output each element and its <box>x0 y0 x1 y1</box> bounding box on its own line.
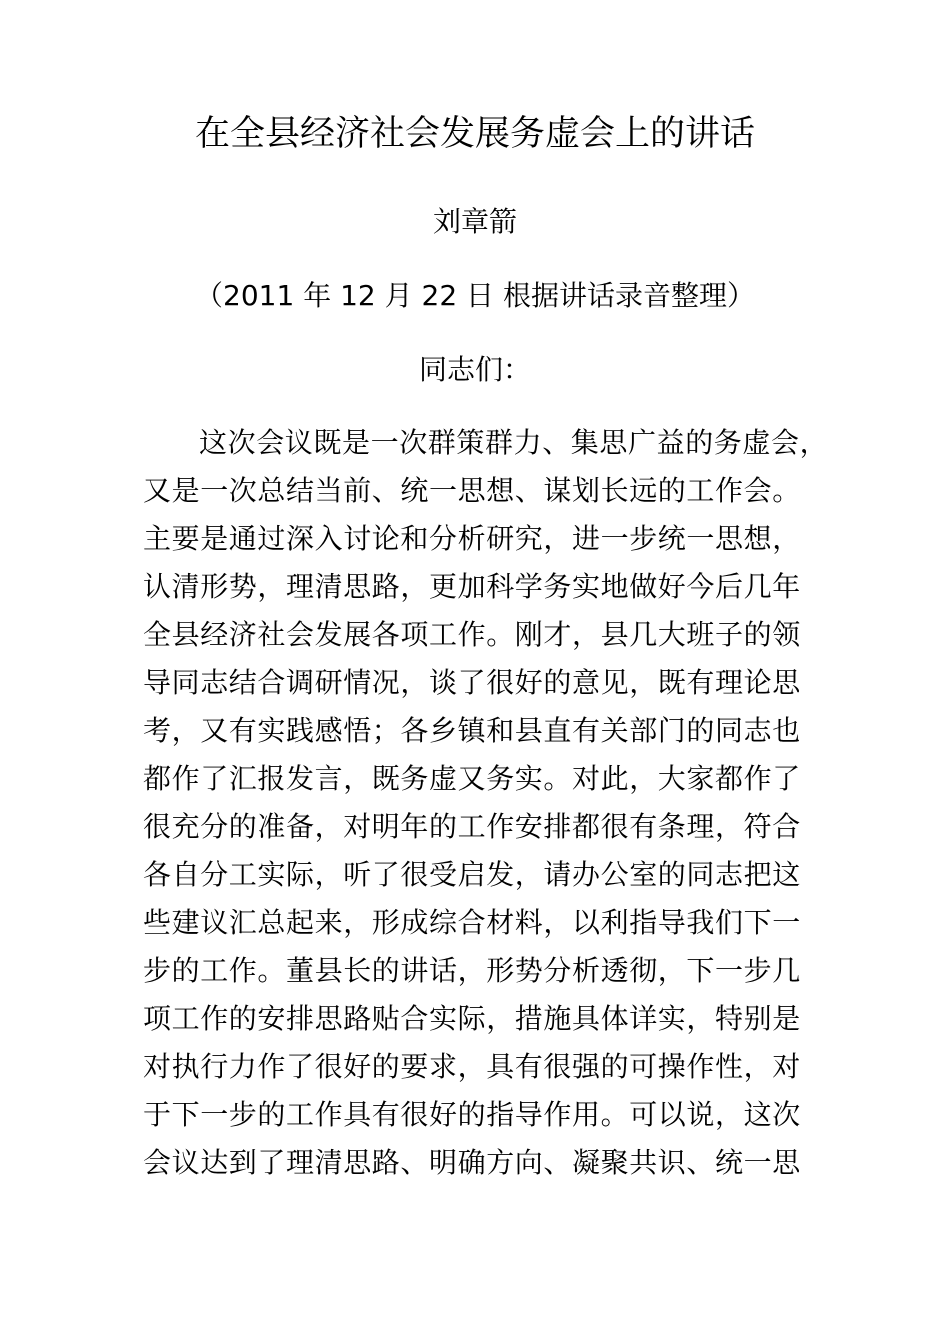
body-line: 认清形势，理清思路，更加科学务实地做好今后几年 <box>143 570 801 603</box>
body-line: 些建议汇总起来，形成综合材料，以利指导我们下一 <box>143 906 801 939</box>
body-line: 步的工作。董县长的讲话，形势分析透彻，下一步几 <box>143 954 801 987</box>
body-line: 于下一步的工作具有很好的指导作用。可以说，这次 <box>143 1098 801 1131</box>
body-line: 这次会议既是一次群策群力、集思广益的务虚会， <box>199 426 829 459</box>
body-line: 都作了汇报发言，既务虚又务实。对此，大家都作了 <box>143 762 801 795</box>
body-line: 项工作的安排思路贴合实际，措施具体详实，特别是 <box>143 1002 801 1035</box>
body-line: 导同志结合调研情况，谈了很好的意见，既有理论思 <box>143 666 801 699</box>
body-line: 全县经济社会发展各项工作。刚才，县几大班子的领 <box>143 618 801 651</box>
body-line: 又是一次总结当前、统一思想、谋划长远的工作会。 <box>143 474 801 507</box>
date-note: （2011 年 12 月 22 日 根据讲话录音整理） <box>195 279 755 312</box>
body-line: 对执行力作了很好的要求，具有很强的可操作性，对 <box>143 1050 801 1083</box>
author-name: 刘章箭 <box>432 205 517 238</box>
body-paragraph <box>143 419 829 1187</box>
body-line: 考，又有实践感悟；各乡镇和县直有关部门的同志也 <box>143 714 801 747</box>
body-line: 会议达到了理清思路、明确方向、凝聚共识、统一思 <box>143 1146 801 1179</box>
body-line: 主要是通过深入讨论和分析研究，进一步统一思想， <box>143 522 801 555</box>
salutation: 同志们： <box>418 353 531 386</box>
body-line: 各自分工实际，听了很受启发，请办公室的同志把这 <box>143 858 801 891</box>
body-line: 很充分的准备，对明年的工作安排都很有条理，符合 <box>143 810 801 843</box>
document-title: 在全县经济社会发展务虚会上的讲话 <box>194 114 755 154</box>
